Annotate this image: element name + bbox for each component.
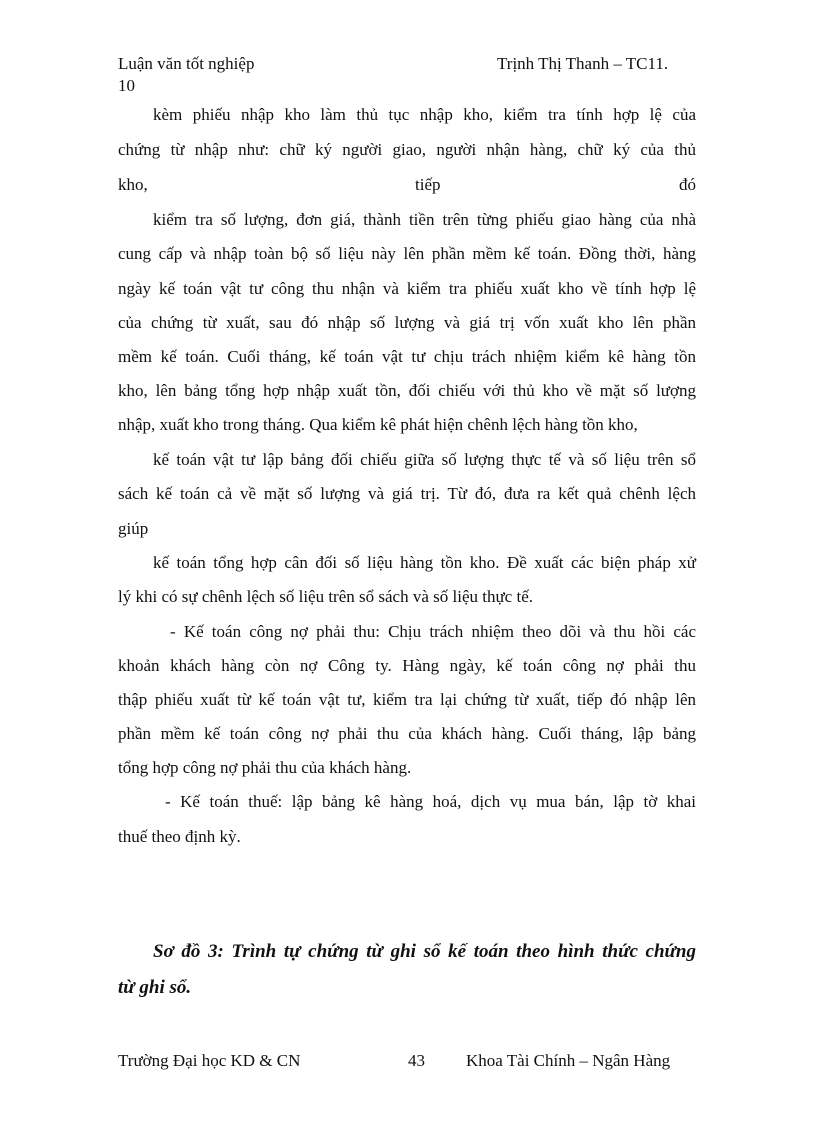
footer-left: Trường Đại học KD & CN (118, 1051, 301, 1070)
body-line: lý khi có sự chênh lệch số liệu trên sổ sách và số liệu thực tế. (118, 587, 533, 606)
spread-word: kho, (118, 175, 148, 194)
body-line: tổng hợp công nợ phải thu của khách hàng. (118, 758, 412, 777)
page-number: 43 (408, 1051, 425, 1070)
body-line: sách kế toán cả về mặt số lượng và giá trị. Từ đó, đưa ra kết quả chênh lệch (118, 484, 696, 503)
body-line: kiểm tra số lượng, đơn giá, thành tiền trên từng phiếu giao hàng của nhà (153, 210, 696, 229)
body-line: nhập, xuất kho trong tháng. Qua kiểm kê phát hiện chênh lệch hàng tồn kho, (118, 415, 638, 434)
body-line: giúp (118, 519, 149, 538)
body-line: kế toán vật tư lập bảng đối chiếu giữa số lượng thực tế và số liệu trên sổ (153, 450, 696, 469)
body-line: thập phiếu xuất từ kế toán vật tư, kiểm tra lại chứng từ xuất, tiếp đó nhập lên (118, 690, 696, 709)
diagram-title-line1: Sơ đồ 3: Trình tự chứng từ ghi sổ kế toán theo hình thức chứng (153, 941, 696, 962)
body-line: kế toán tổng hợp cân đối số liệu hàng tồn kho. Đề xuất các biện pháp xử (153, 553, 696, 572)
header-right-continued: 10 (118, 76, 135, 95)
footer-right: Khoa Tài Chính – Ngân Hàng (466, 1051, 671, 1070)
header-left: Luận văn tốt nghiệp (118, 54, 255, 73)
body-line: phần mềm kế toán công nợ phải thu của khách hàng. Cuối tháng, lập bảng (118, 724, 696, 743)
body-line: mềm kế toán. Cuối tháng, kế toán vật tư chịu trách nhiệm kiểm kê hàng tồn (118, 347, 696, 366)
body-line: khoản khách hàng còn nợ Công ty. Hàng ngày, kế toán công nợ phải thu (118, 656, 696, 675)
header-right: Trịnh Thị Thanh – TC11. (497, 54, 669, 73)
body-line: chứng từ nhập như: chữ ký người giao, người nhận hàng, chữ ký của thủ (118, 140, 696, 159)
body-line: của chứng từ xuất, sau đó nhập số lượng và giá trị vốn xuất kho lên phần (118, 313, 696, 332)
body-line: - Kế toán công nợ phải thu: Chịu trách nhiệm theo dõi và thu hồi các (170, 622, 696, 641)
body-line: cung cấp và nhập toàn bộ số liệu này lên phần mềm kế toán. Đồng thời, hàng (118, 244, 696, 263)
body-line: kèm phiếu nhập kho làm thủ tục nhập kho, kiểm tra tính hợp lệ của (153, 105, 696, 124)
diagram-title-line2: từ ghi sổ. (118, 977, 192, 998)
spread-word: đó (679, 175, 696, 194)
body-line: kho, lên bảng tổng hợp nhập xuất tồn, đối chiếu với thủ kho về mặt số lượng (118, 381, 696, 400)
body-line: thuế theo định kỳ. (118, 827, 241, 846)
body-line: ngày kế toán vật tư công thu nhận và kiểm tra phiếu xuất kho về tính hợp lệ (118, 279, 696, 298)
body-line: - Kế toán thuế: lập bảng kê hàng hoá, dịch vụ mua bán, lập tờ khai (165, 792, 696, 811)
spread-word: tiếp (415, 175, 441, 194)
